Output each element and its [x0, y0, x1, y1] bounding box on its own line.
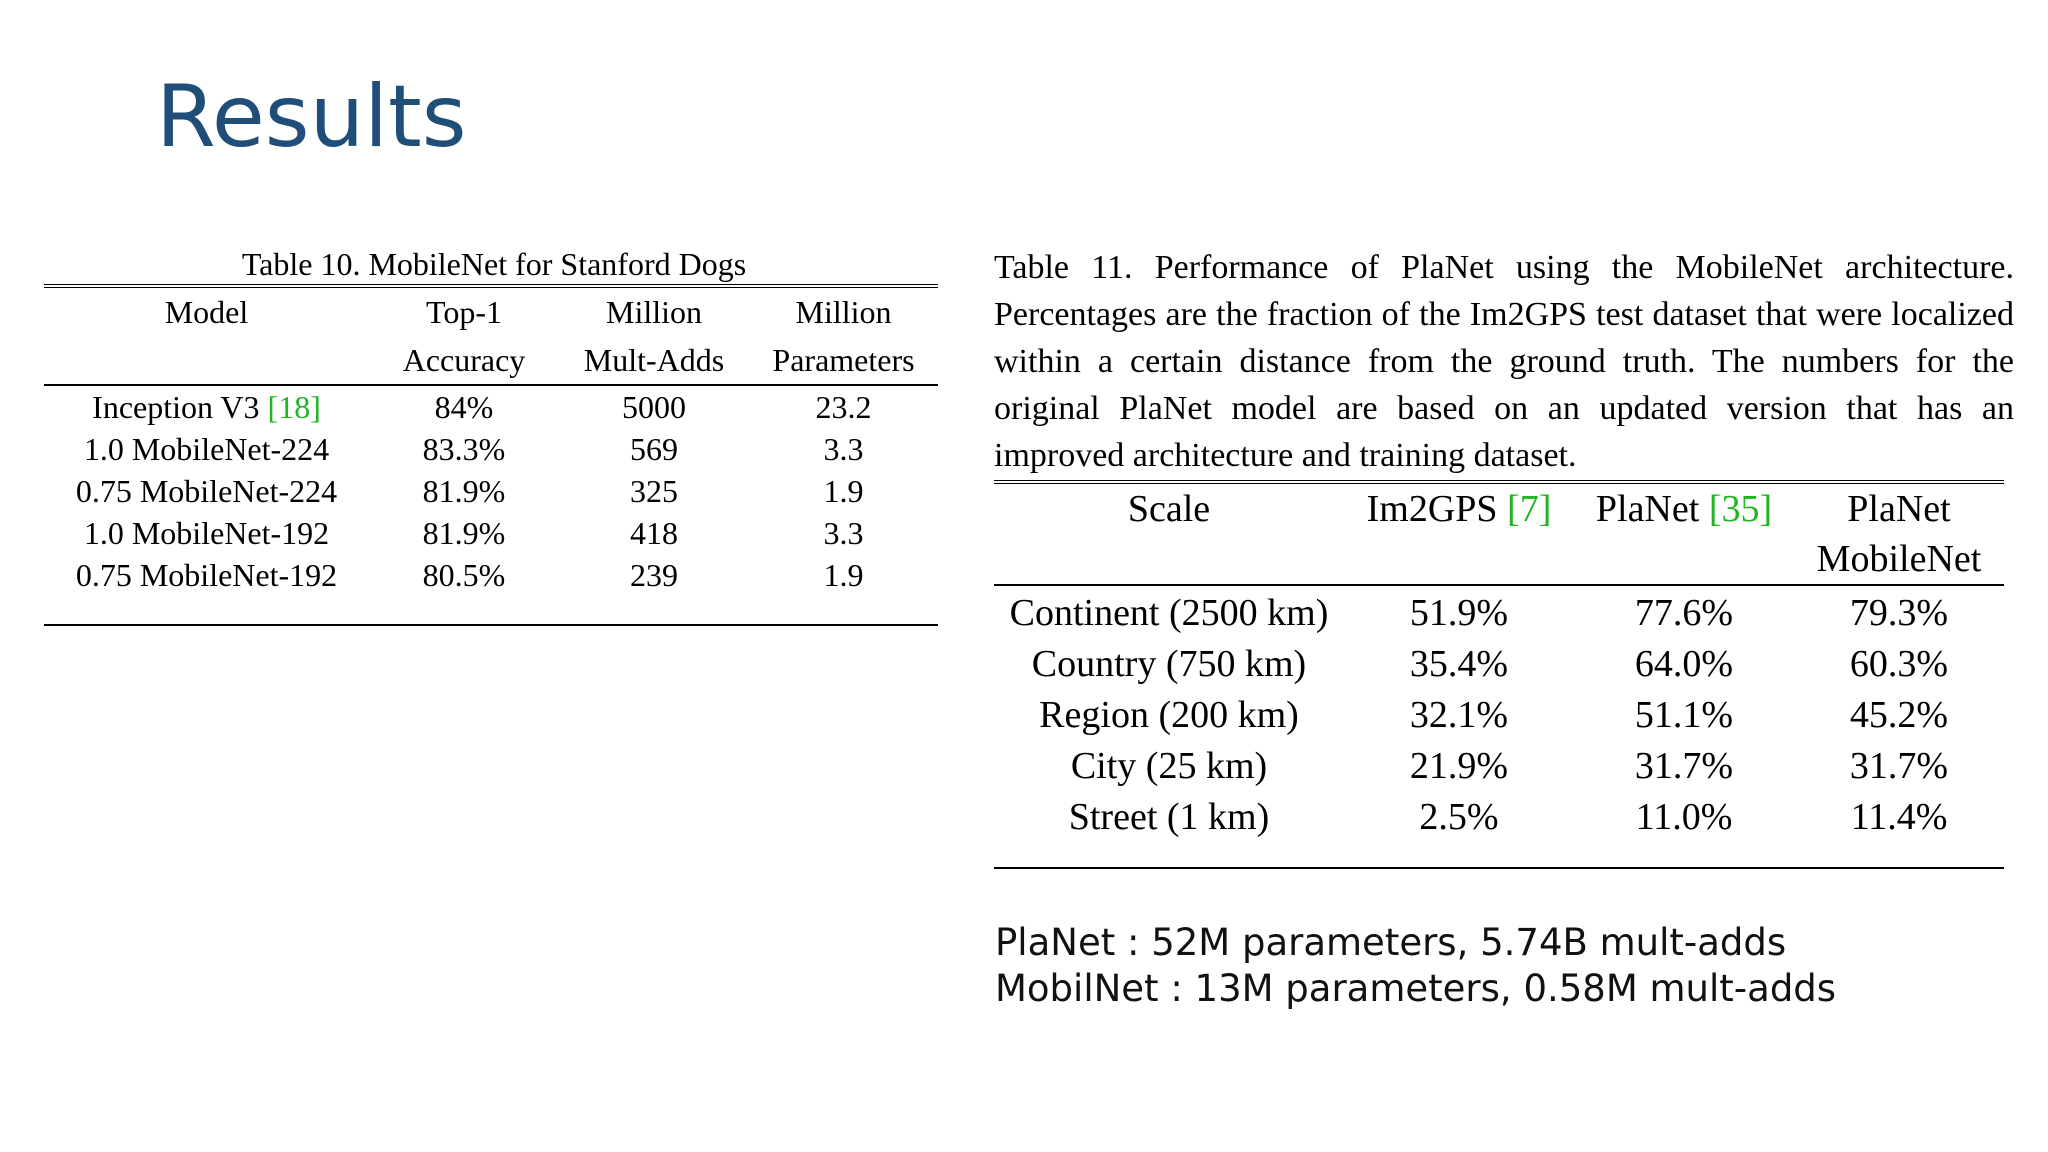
cell-parameters: 3.3 [823, 431, 864, 467]
cell-top1: 81.9% [422, 515, 506, 551]
model-name: Inception V3 [92, 389, 268, 425]
header-planet-label: PlaNet [1595, 488, 1709, 530]
cell-mult-adds: 325 [630, 473, 678, 509]
cell-top1: 80.5% [369, 554, 559, 625]
cell-planet: 11.0% [1574, 792, 1794, 868]
header-scale [994, 482, 1344, 585]
table-row [44, 470, 938, 512]
table-row [994, 690, 2004, 741]
model-size-notes [995, 920, 1836, 1012]
cell-mult-adds: 418 [630, 515, 678, 551]
cell-mult-adds: 569 [630, 431, 678, 467]
cell-im2gps: 2.5% [1344, 792, 1574, 868]
header-model: Model [164, 294, 249, 330]
table-10 [44, 244, 938, 626]
table-row [44, 385, 938, 428]
cell-planet: 77.6% [1634, 592, 1734, 634]
cell-parameters: 1.9 [749, 554, 938, 625]
header-im2gps-label: Im2GPS [1366, 488, 1508, 530]
table-10-body [44, 385, 938, 625]
citation-link[interactable]: [35] [1708, 488, 1773, 530]
model-name: 1.0 MobileNet-192 [83, 515, 330, 551]
cell-parameters: 3.3 [823, 515, 864, 551]
table-row [44, 428, 938, 470]
cell-model [44, 554, 369, 625]
cell-planet-mobilenet: 11.4% [1794, 792, 2004, 868]
cell-model [44, 470, 369, 512]
cell-planet-mobilenet: 31.7% [1849, 745, 1949, 787]
table-11-grid [994, 480, 2004, 869]
header-im2gps [1344, 482, 1574, 585]
cell-parameters: 1.9 [823, 473, 864, 509]
table-row [44, 512, 938, 554]
cell-top1: 83.3% [422, 431, 506, 467]
header-scale-label: Scale [1127, 488, 1211, 530]
cell-planet: 31.7% [1634, 745, 1734, 787]
cell-im2gps: 51.9% [1409, 592, 1509, 634]
citation-link[interactable]: [18] [267, 389, 321, 425]
table-row [44, 554, 938, 625]
cell-im2gps: 32.1% [1409, 694, 1509, 736]
cell-planet: 51.1% [1634, 694, 1734, 736]
note-planet: PlaNet : 52M parameters, 5.74B mult-adds [995, 921, 1787, 964]
cell-mult-adds: 239 [559, 554, 749, 625]
model-name: 1.0 MobileNet-224 [83, 431, 330, 467]
table-row [994, 792, 2004, 868]
table-10-caption: Table 10. MobileNet for Stanford Dogs [241, 246, 747, 282]
table-row [994, 639, 2004, 690]
cell-scale: City (25 km) [1070, 745, 1268, 787]
cell-mult-adds: 5000 [622, 389, 686, 425]
model-name: 0.75 MobileNet-192 [75, 557, 338, 593]
slide-title: Results [156, 67, 467, 167]
cell-planet-mobilenet: 45.2% [1849, 694, 1949, 736]
header-mult-adds: Million [605, 294, 702, 330]
model-name: 0.75 MobileNet-224 [75, 473, 338, 509]
cell-im2gps: 35.4% [1409, 643, 1509, 685]
cell-im2gps: 21.9% [1409, 745, 1509, 787]
cell-planet-mobilenet: 60.3% [1849, 643, 1949, 685]
cell-planet: 64.0% [1634, 643, 1734, 685]
header-planet-mobilenet-line1: PlaNet [1847, 488, 1951, 530]
cell-scale: Continent (2500 km) [1009, 592, 1329, 634]
header-model-sub [44, 336, 369, 385]
header-parameters-sub: Parameters [772, 342, 915, 378]
table-10-header [44, 286, 938, 385]
header-mult-adds-sub: Mult-Adds [583, 342, 725, 378]
cell-scale: Country (750 km) [1031, 643, 1307, 685]
cell-model [44, 428, 369, 470]
cell-top1: 81.9% [422, 473, 506, 509]
header-planet [1574, 482, 1794, 585]
cell-top1: 84% [434, 389, 494, 425]
header-parameters: Million [795, 294, 892, 330]
cell-model [44, 385, 369, 428]
cell-model [44, 512, 369, 554]
header-planet-mobilenet [1794, 482, 2004, 585]
table-11 [994, 480, 2004, 869]
cell-scale: Region (200 km) [1039, 694, 1299, 736]
table-11-header [994, 482, 2004, 585]
table-10-grid [44, 284, 938, 626]
header-top1-sub: Accuracy [402, 342, 526, 378]
cell-scale: Street (1 km) [994, 792, 1344, 868]
table-row [994, 585, 2004, 639]
table-11-caption: Table 11. Performance of PlaNet using the MobileNet architecture. Percentages are the fraction of the Im2GPS test dataset that were localized within a certain distance from the ground truth. The numbers for the original PlaNet model are based on an updated version that has an improved architecture and training dataset. [994, 249, 2014, 474]
table-row [994, 741, 2004, 792]
citation-link[interactable]: [7] [1507, 488, 1552, 530]
cell-parameters: 23.2 [815, 389, 872, 425]
table-11-body [994, 585, 2004, 868]
cell-planet-mobilenet: 79.3% [1849, 592, 1949, 634]
header-planet-mobilenet-line2: MobileNet [1816, 538, 1982, 580]
header-top1: Top-1 [426, 294, 502, 330]
note-mobilenet: MobilNet : 13M parameters, 0.58M mult-adds [995, 967, 1837, 1010]
